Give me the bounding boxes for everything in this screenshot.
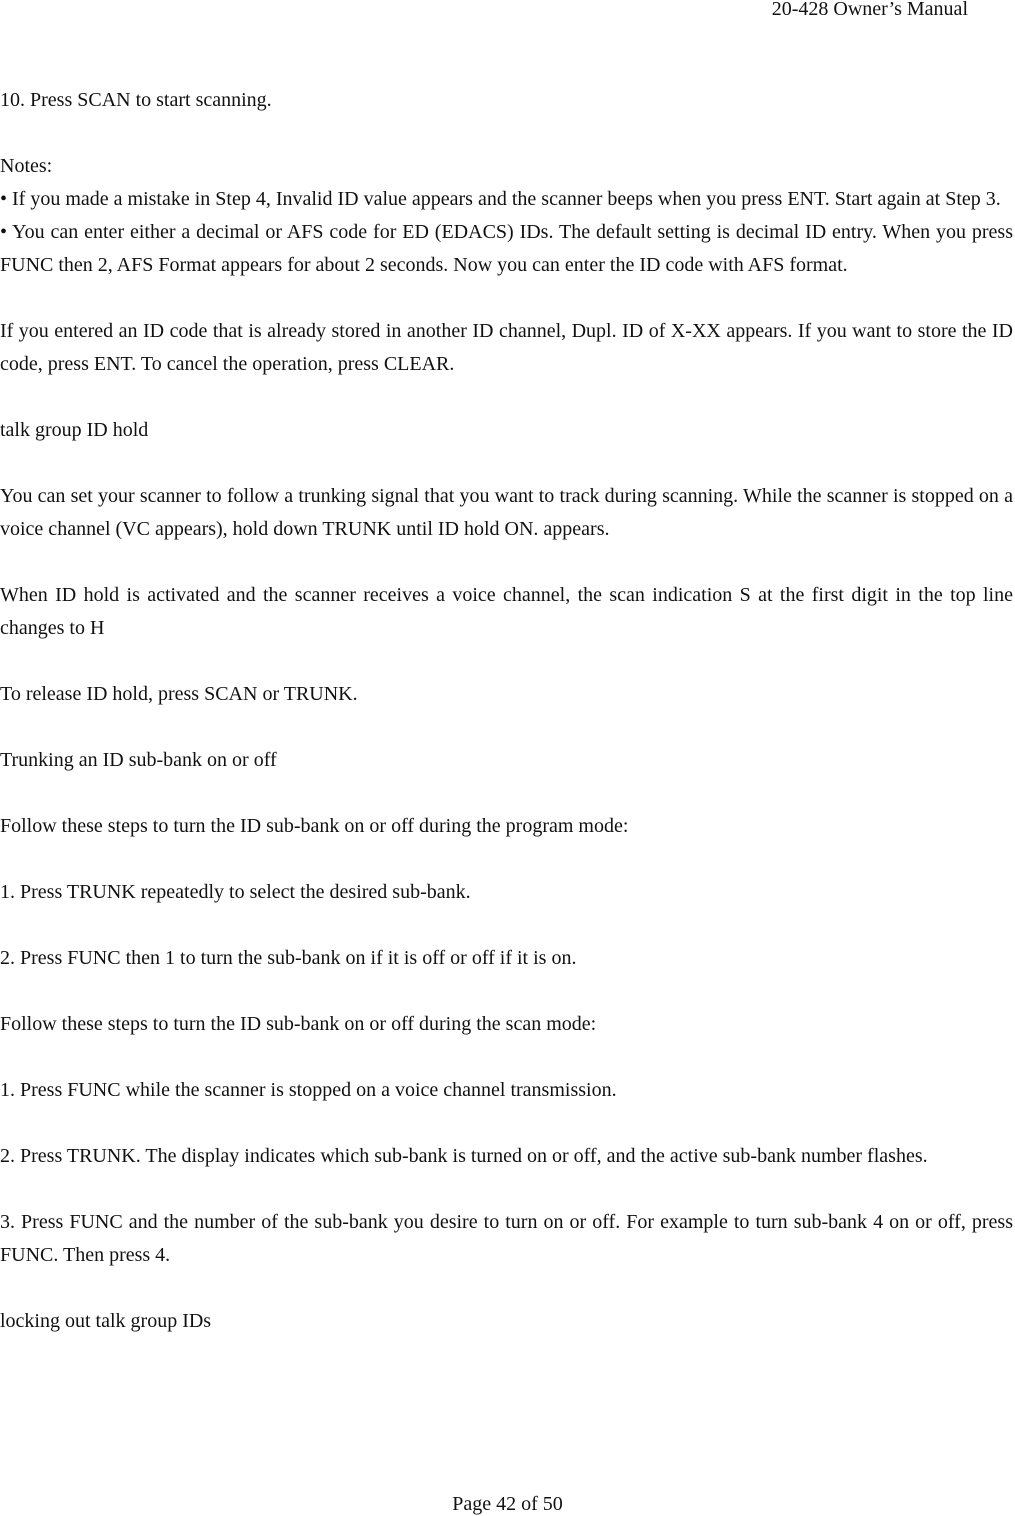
page-header-title: 20-428 Owner’s Manual: [771, 0, 968, 20]
notes-label: Notes:: [0, 155, 53, 177]
section-heading-subbank: Trunking an ID sub-bank on or off: [0, 749, 277, 771]
program-step-1: 1. Press TRUNK repeatedly to select the desired sub-bank.: [0, 881, 471, 903]
page-number: Page 42 of 50: [452, 1493, 563, 1515]
section-heading-talk-group-id-hold: talk group ID hold: [0, 419, 149, 441]
release-id-hold-paragraph: To release ID hold, press SCAN or TRUNK.: [0, 683, 358, 705]
program-step-2: 2. Press FUNC then 1 to turn the sub-bank on if it is off or off if it is on.: [0, 947, 577, 969]
scan-step-1: 1. Press FUNC while the scanner is stopped on a voice channel transmission.: [0, 1079, 617, 1101]
id-hold-activated-paragraph: When ID hold is activated and the scanner receives a voice channel, the scan indication S at the first digit in the top line changes to H: [0, 584, 1013, 639]
note-2: • You can enter either a decimal or AFS code for ED (EDACS) IDs. The default setting is decimal ID entry. When you press FUNC then 2, AFS Format appears for about 2 seconds. Now you can enter the ID code with AFS format.: [0, 221, 1013, 276]
duplicate-id-paragraph: If you entered an ID code that is already stored in another ID channel, Dupl. ID of X-XX appears. If you want to store the ID code, press ENT. To cancel the operation, press CLEAR.: [0, 320, 1013, 375]
page-content: [0, 84, 1013, 1338]
section-heading-lockout: locking out talk group IDs: [0, 1310, 212, 1332]
follow-trunking-paragraph: You can set your scanner to follow a trunking signal that you want to track during scanning. While the scanner is stopped on a voice channel (VC appears), hold down TRUNK until ID hold ON. appears.: [0, 485, 1013, 540]
scan-step-3: 3. Press FUNC and the number of the sub-bank you desire to turn on or off. For example to turn sub-bank 4 on or off, press FUNC. Then press 4.: [0, 1211, 1013, 1266]
step-10: 10. Press SCAN to start scanning.: [0, 89, 272, 111]
scan-step-2: 2. Press TRUNK. The display indicates which sub-bank is turned on or off, and the active sub-bank number flashes.: [0, 1145, 928, 1167]
scan-mode-intro: Follow these steps to turn the ID sub-bank on or off during the scan mode:: [0, 1013, 597, 1035]
program-mode-intro: Follow these steps to turn the ID sub-bank on or off during the program mode:: [0, 815, 629, 837]
note-1: • If you made a mistake in Step 4, Invalid ID value appears and the scanner beeps when you press ENT. Start again at Step 3.: [0, 188, 1001, 210]
